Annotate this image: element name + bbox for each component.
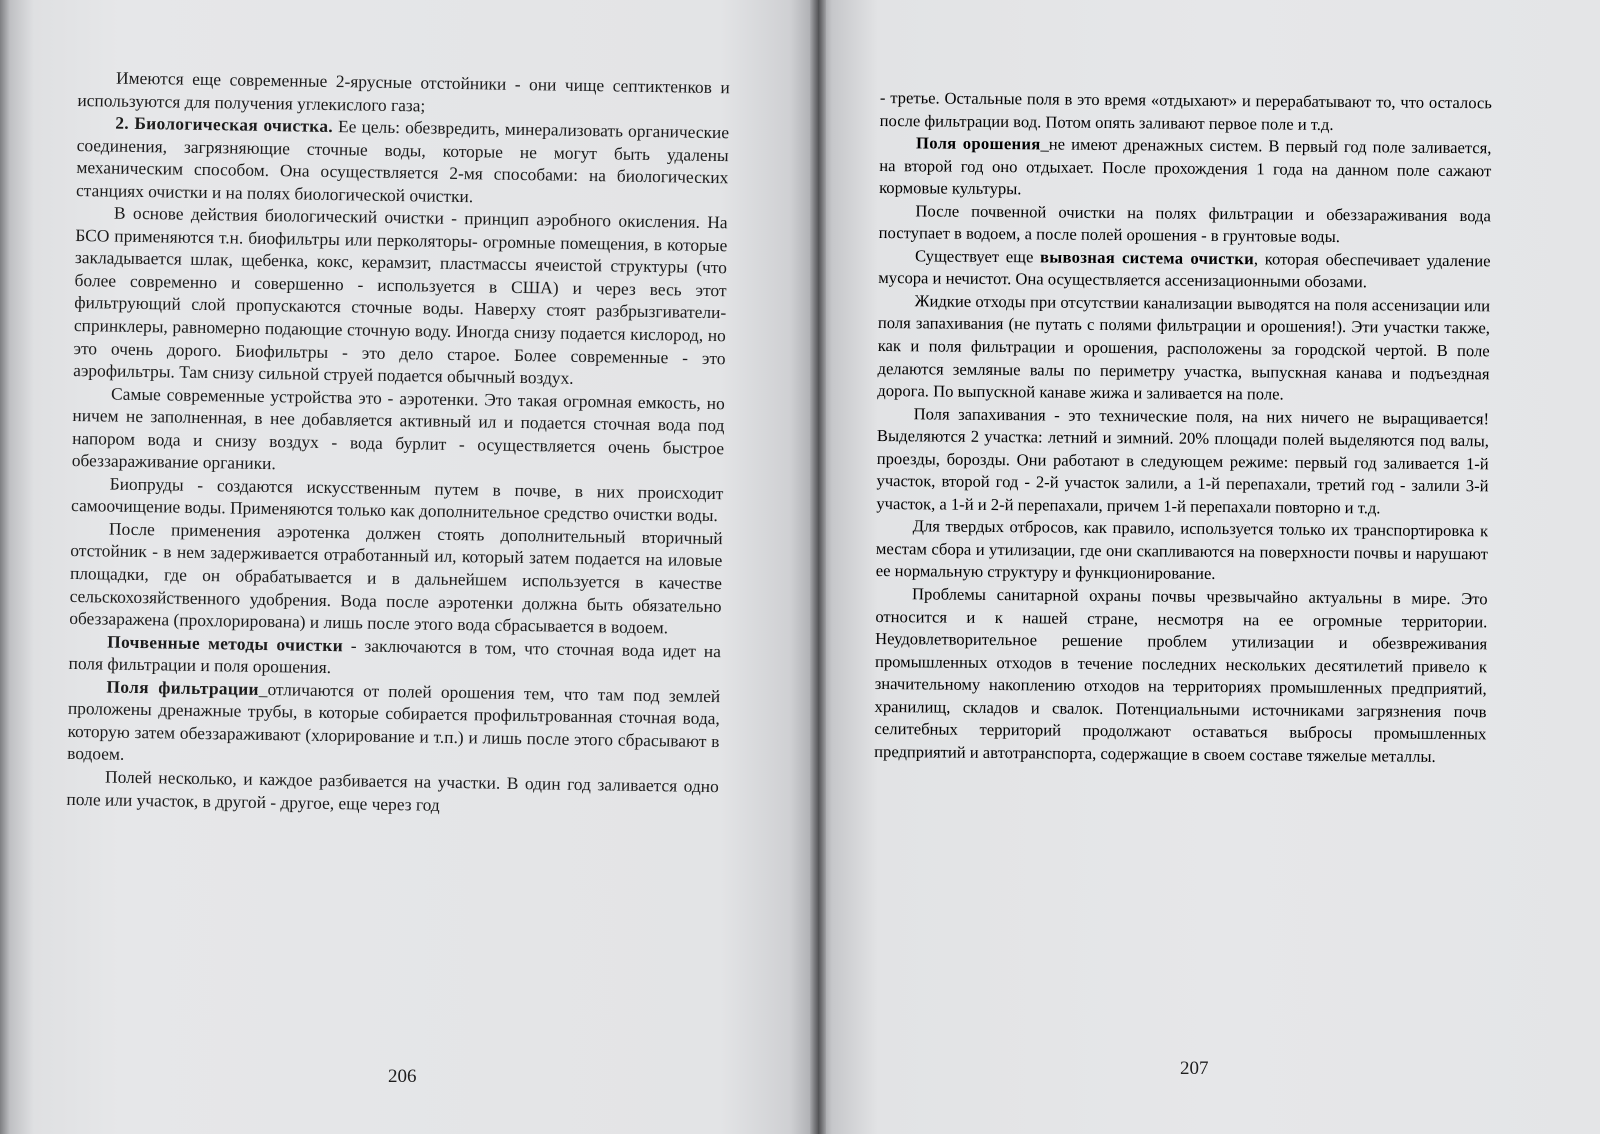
paragraph: - третье. Остальные поля в это время «отдыхают» и перерабатывают то, что осталось после фильтрации вод. Потом опять заливают первое поле и т.д.: [879, 87, 1492, 134]
paragraph: Самые современные устройства это - аэротенки. Это такая огромная емкость, но ничем не заполненная, в нее добавляется активный ил и подается сточная вода под напором вода и снизу воздух - вода бурлит - осуществляется очень быстрое обеззараживание органики.: [71, 383, 725, 474]
bold-heading: Почвенные методы очистки: [107, 631, 344, 655]
page-number-left: 206: [388, 1066, 417, 1087]
paragraph: Для твердых отбросов, как правило, используется только их транспортировка к местам сбора и утилизации, где они скапливаются на поверхности почвы и нарушают ее нормальную структуру и функционирование.: [875, 516, 1489, 584]
book-gutter: [810, 0, 826, 1134]
paragraph: Почвенные методы очистки - заключаются в том, что сточная вода идет на поля фильтрации и поля орошения.: [68, 631, 722, 678]
bold-heading: Поля фильтрации: [106, 676, 260, 699]
paragraph: Поля запахивания - это технические поля, на них ничего не выращивается! Выделяются 2 участка: летний и зимний. 20% площади полей выделяются под валы, проезды, борозды. Они работают в следующем режиме: первый год заливается 1-й участок, второй год - 2-й участок залили, а 1-й перепахали, третий год - залили 3-й участок, а 1-й и 2-й перепахали, причем 1-й перепахали повторно и т.д.: [876, 403, 1490, 518]
bold-heading: Поля орошения: [915, 133, 1041, 154]
right-page-text: [874, 87, 1492, 769]
paragraph: Существует еще вывозная система очистки, которая обеспечивает удаление мусора и нечистот. Она осуществляется ассенизационными обозами.: [878, 246, 1491, 292]
paragraph: Имеются еще современные 2-ярусные отстойники - они чище септиктенков и используются для получения углекислого газа;: [77, 67, 730, 116]
page-number-right: 207: [1180, 1058, 1209, 1079]
bold-heading: вывозная система очистки: [1039, 247, 1255, 269]
paragraph: Биопруды - создаются искусственным путем в почве, в них происходит самоочищение воды. Применяются только как дополнительное средство очистки воды.: [70, 473, 724, 526]
paragraph: После применения аэротенка должен стоять дополнительный вторичный отстойник - в нем задерживается отработанный ил, который затем подается на иловые площадки, где он обрабатывается и в дальнейшем используется в качестве сельскохозяйственного удобрения. Вода после аэротенки должна быть обязательно обеззаражена (прохлорирована) и лишь после этого вода сбрасывается в водоем.: [69, 518, 723, 638]
left-page-text: [66, 66, 730, 820]
paragraph: В основе действия биологический очистки - принцип аэробного окисления. На БСО применяются т.н. биофильтры или перколяторы- огромные помещения, в которые закладывается шлак, щебенка, кокс, керамзит, пластмассы ячеистой структуры (что более современно и совершенно - используется в США) и через весь этот фильтрующий слой пропускаются сточные воды. Наверху стоят разбрызгиватели-спринклеры, равномерно подающие сточную воду. Иногда снизу подается кислород, но это очень дорого. Биофильтры - это дело старое. Более современные - это аэрофильтры. Там снизу сильной струей подается обычный воздух.: [73, 202, 728, 388]
paragraph: После почвенной очистки на полях фильтрации и обеззараживания вода поступает в водоем, а после полей орошения - в грунтовые воды.: [878, 201, 1491, 247]
paragraph: Полей несколько, и каждое разбивается на участки. В один год заливается одно поле или участок, в другой - другое, еще через год: [66, 766, 719, 815]
paragraph: 2. Биологическая очистка. Ее цель: обезвредить, минерализовать органические соединения, загрязняющие сточные воды, которые не могут быть удалены механическим способом. Она осуществляется 2-мя способами: на биологических станциях очистки и на полях биологической очистки.: [75, 112, 730, 206]
paragraph: Проблемы санитарной охраны почвы чрезвычайно актуальны в мире. Это относится и к нашей стране, несмотря на ее огромные территории. Неудовлетворительное решение проблем утилизации и обезвреживания промышленных отходов в течение последних нескольких десятилетий привело к значительному накоплению отходов на территориях промышленных предприятий, хранилищ, складов и свалок. Потенциальными источниками загрязнения почв селитебных территорий продолжают оставаться выбросы промышленных предприятий и автотранспорта, содержащие в своем составе тяжелые металлы.: [874, 584, 1488, 766]
paragraph: Поля орошения_не имеют дренажных систем. В первый год поле заливается, на второй год оно отдыхает. После прохождения 1 года на данном поле сажают кормовые культуры.: [879, 133, 1492, 199]
paragraph: Жидкие отходы при отсутствии канализации выводятся на поля ассенизации или поля запахивания (не путать с полями фильтрации и орошения!). Эти участки также, как и поля фильтрации и орошения, расположены за городской чертой. В поле делаются земляные валы по периметру участка, выпускная канава и подъездная дорога. По выпускной канаве жижа и заливается на поле.: [877, 291, 1491, 404]
bold-heading: 2. Биологическая очистка.: [115, 112, 334, 137]
paragraph: Поля фильтрации_отличаются от полей орошения тем, что там под землей проложены дренажные трубы, в которые собирается профильтрованная сточная вода, которую затем обеззараживают (хлорирование и т.п.) и лишь после этого сбрасывают в водоем.: [67, 676, 721, 765]
